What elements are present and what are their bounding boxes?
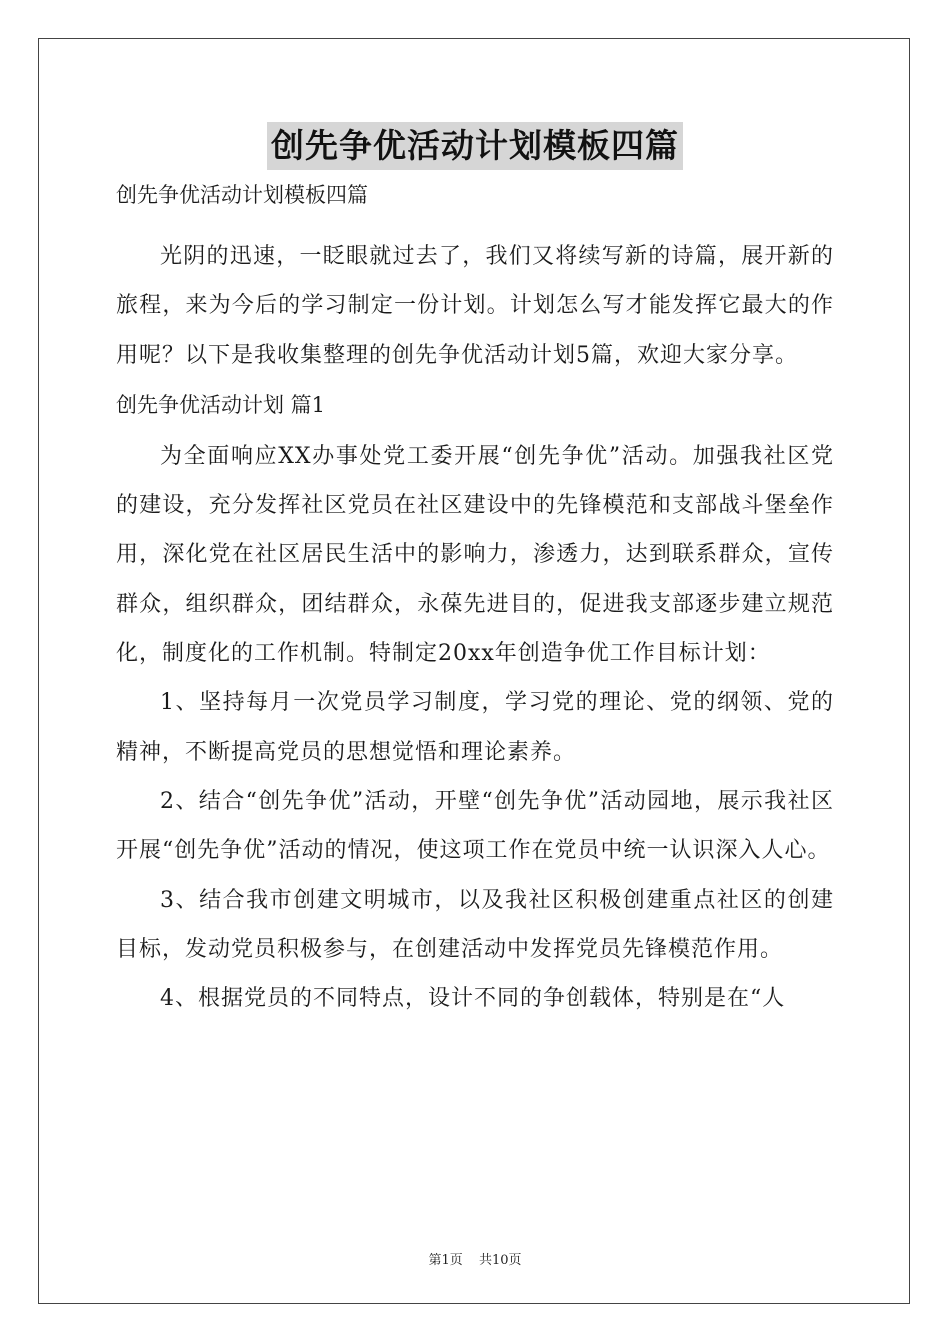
page-number: 第1页	[428, 1253, 463, 1268]
document-title: 创先争优活动计划模板四篇	[267, 122, 683, 170]
document-body	[116, 180, 834, 1023]
page-total: 共10页	[478, 1253, 522, 1268]
title-container	[0, 122, 950, 170]
body-paragraph-5: 4、根据党员的不同特点，设计不同的争创载体，特别是在“人	[160, 986, 786, 1012]
intro-paragraph: 光阴的迅速，一眨眼就过去了，我们又将续写新的诗篇，展开新的旅程，来为今后的学习制定一份计划。计划怎么写才能发挥它最大的作用呢？以下是我收集整理的创先争优活动计划5篇，欢迎大家分享。	[116, 244, 834, 368]
body-paragraph-1: 为全面响应XX办事处党工委开展“创先争优”活动。加强我社区党的建设，充分发挥社区党员在社区建设中的先锋模范和支部战斗堡垒作用，深化党在社区居民生活中的影响力，渗透力，达到联系群众，宣传群众，组织群众，团结群众，永葆先进目的，促进我支部逐步建立规范化，制度化的工作机制。特制定20xx年创造争优工作目标计划：	[116, 443, 834, 667]
document-subtitle: 创先争优活动计划模板四篇	[116, 183, 368, 207]
body-paragraph-3: 2、结合“创先争优”活动，开壁“创先争优”活动园地，展示我社区开展“创先争优”活动的情况，使这项工作在党员中统一认识深入人心。	[116, 788, 834, 864]
section-heading: 创先争优活动计划 篇1	[116, 392, 326, 417]
page-footer	[0, 1249, 950, 1268]
body-paragraph-2: 1、坚持每月一次党员学习制度，学习党的理论、党的纲领、党的精神，不断提高党员的思想觉悟和理论素养。	[116, 690, 834, 765]
body-paragraph-4: 3、结合我市创建文明城市，以及我社区积极创建重点社区的创建目标，发动党员积极参与，在创建活动中发挥党员先锋模范作用。	[116, 887, 834, 962]
